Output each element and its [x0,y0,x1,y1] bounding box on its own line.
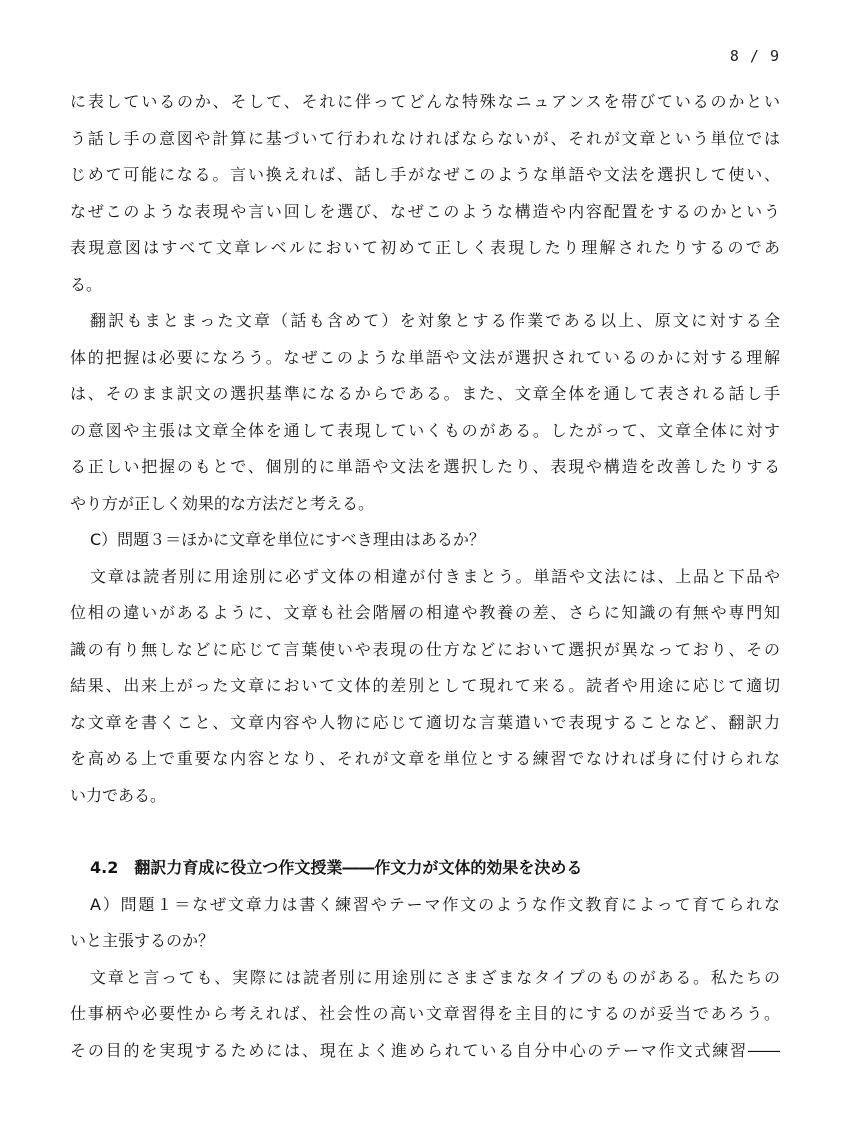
question-line [70,527,780,564]
paragraph [70,965,780,1075]
text-line: る正しい把握のもとで、個別的に単語や文法を選択したり、表現や構造を改善したりする [70,457,780,476]
text-line: 体的把握は必要になろう。なぜこのような単語や文法が選択されているのかに対する理解 [70,347,780,367]
text-line: 文章は読者別に用途別に必ず文体の相違が付きまとう。単語や文法には、上品と下品や [90,566,780,586]
text-line: いと主張するのか？ [70,931,215,950]
text-line: る。 [70,274,103,294]
text-line: なぜこのような表現や言い回しを選び、なぜこのような構造や内容配置をするのかという [70,201,780,221]
section-heading: 4.2 翻訳力育成に役立つ作文授業――作文力が文体的効果を決める [90,858,583,877]
text-line: 表現意図はすべて文章レベルにおいて初めて正しく表現したり理解されたりするのであ [70,238,780,257]
text-line: い力である。 [70,785,167,805]
text-line: A）問題１＝なぜ文章力は書く練習やテーマ作文のような作文教育によって育てられな [90,894,780,914]
text-line: C）問題３＝ほかに文章を単位にすべき理由はあるか？ [90,530,485,549]
paragraph [70,308,780,527]
section-spacer [70,819,780,855]
text-line: を高める上で重要な内容となり、それが文章を単位とする練習でなければ身に付けられな [70,749,780,768]
text-line: う話し手の意図や計算に基づいて行われなければならないが、それが文章という単位では [70,128,780,148]
paragraph [70,89,780,308]
text-line: その目的を実現するためには、現在よく進められている自分中心のテーマ作文式練習―― [70,1040,780,1060]
page-number: 8 / 9 [729,47,780,65]
text-line: 仕事柄や必要性から考えれば、社会性の高い文章習得を主目的にするのが妥当であろう。 [70,1004,780,1023]
text-line: やり方が正しく効果的な方法だと考える。 [70,493,375,513]
text-line: じめて可能になる。言い換えれば、話し手がなぜこのような単語や文法を選択して使い、 [70,165,780,184]
text-line: 翻訳もまとまった文章（話も含めて）を対象とする作業である以上、原文に対する全 [90,311,780,330]
text-line: 位相の違いがあるように、文章も社会階層の相違や教養の差、さらに知識の有無や専門知 [70,603,780,622]
text-line: 識の有り無しなどに応じて言葉使いや表現の仕方などにおいて選択が異なっており、その [70,639,780,659]
paragraph [70,564,780,820]
text-line: 結果、出来上がった文章において文体的差別として現れて来る。読者や用途に応じて適切 [70,676,780,695]
text-line: な文章を書くこと、文章内容や人物に応じて適切な言葉遣いで表現することなど、翻訳力 [70,712,780,732]
text-line: に表しているのか、そして、それに伴ってどんな特殊なニュアンスを帯びているのかとい [70,92,780,111]
paragraph [70,892,780,965]
text-line: の意図や主張は文章全体を通して表現していくものがある。したがって、文章全体に対す [70,420,780,440]
document-body [70,89,780,1074]
text-line: は、そのまま訳文の選択基準になるからである。また、文章全体を通して表される話し手 [70,384,780,403]
text-line: 文章と言っても、実際には読者別に用途別にさまざまなタイプのものがある。私たちの [90,967,780,987]
